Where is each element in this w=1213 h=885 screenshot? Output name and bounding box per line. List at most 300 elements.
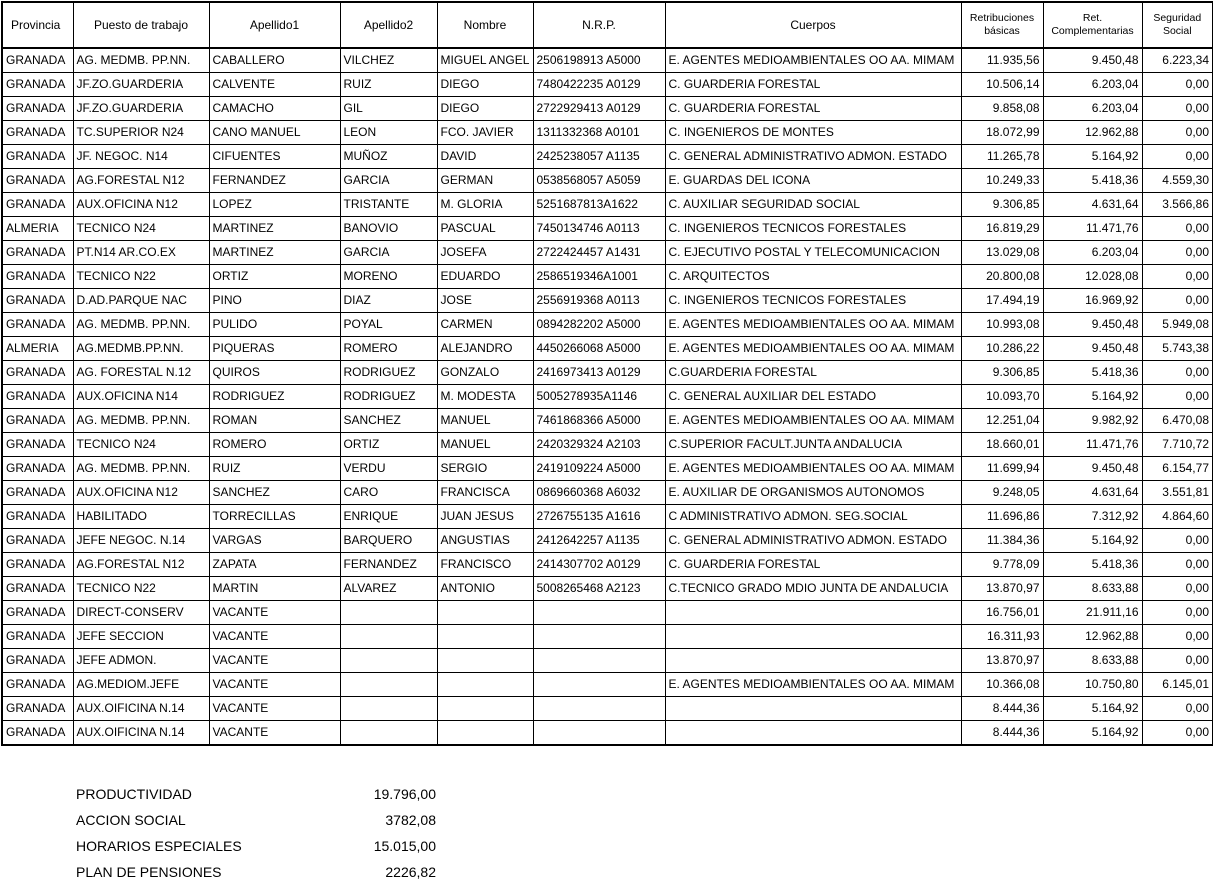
cell-nrp: 5008265468 A2123 <box>533 577 665 601</box>
cell-retribuciones: 16.311,93 <box>961 625 1043 649</box>
cell-puesto: TECNICO N24 <box>73 433 209 457</box>
cell-nombre <box>437 673 533 697</box>
cell-apellido1: VARGAS <box>209 529 340 553</box>
cell-provincia: GRANADA <box>2 529 73 553</box>
cell-nrp <box>533 601 665 625</box>
cell-apellido1: MARTIN <box>209 577 340 601</box>
cell-retribuciones: 13.029,08 <box>961 241 1043 265</box>
header-row <box>2 2 1213 48</box>
summary-label: PLAN DE PENSIONES <box>76 864 222 880</box>
table-row <box>2 601 1213 625</box>
cell-apellido1: VACANTE <box>209 625 340 649</box>
header-nombre: Nombre <box>437 2 533 48</box>
cell-provincia: GRANADA <box>2 169 73 193</box>
cell-retribuciones: 20.800,08 <box>961 265 1043 289</box>
cell-seguridad-social: 6.223,34 <box>1142 48 1213 73</box>
cell-nrp: 2726755135 A1616 <box>533 505 665 529</box>
summary-label: PRODUCTIVIDAD <box>76 786 192 802</box>
cell-apellido2: DIAZ <box>340 289 437 313</box>
cell-retribuciones: 16.819,29 <box>961 217 1043 241</box>
cell-apellido1: LOPEZ <box>209 193 340 217</box>
table-row <box>2 121 1213 145</box>
cell-nrp: 7480422235 A0129 <box>533 73 665 97</box>
cell-nombre <box>437 625 533 649</box>
cell-retribuciones: 13.870,97 <box>961 649 1043 673</box>
cell-apellido2: MORENO <box>340 265 437 289</box>
cell-seguridad-social: 0,00 <box>1142 145 1213 169</box>
cell-cuerpos: E. AGENTES MEDIOAMBIENTALES OO AA. MIMAM <box>665 457 961 481</box>
cell-complementarias: 5.418,36 <box>1043 169 1142 193</box>
cell-complementarias: 9.450,48 <box>1043 313 1142 337</box>
cell-complementarias: 8.633,88 <box>1043 649 1142 673</box>
cell-nrp: 2506198913 A5000 <box>533 48 665 73</box>
cell-complementarias: 6.203,04 <box>1043 73 1142 97</box>
cell-complementarias: 6.203,04 <box>1043 241 1142 265</box>
summary-value: 15.015,00 <box>373 838 436 854</box>
summary-value: 19.796,00 <box>373 786 436 802</box>
cell-retribuciones: 9.778,09 <box>961 553 1043 577</box>
cell-seguridad-social: 0,00 <box>1142 553 1213 577</box>
cell-seguridad-social: 0,00 <box>1142 97 1213 121</box>
table-row <box>2 409 1213 433</box>
cell-nrp <box>533 721 665 746</box>
cell-provincia: GRANADA <box>2 505 73 529</box>
cell-retribuciones: 12.251,04 <box>961 409 1043 433</box>
table-row <box>2 145 1213 169</box>
cell-seguridad-social: 0,00 <box>1142 649 1213 673</box>
cell-cuerpos: C. ARQUITECTOS <box>665 265 961 289</box>
cell-provincia: GRANADA <box>2 433 73 457</box>
cell-complementarias: 9.982,92 <box>1043 409 1142 433</box>
cell-puesto: JEFE NEGOC. N.14 <box>73 529 209 553</box>
cell-apellido2: FERNANDEZ <box>340 553 437 577</box>
table-row <box>2 193 1213 217</box>
cell-nombre: DIEGO <box>437 97 533 121</box>
header-nrp: N.R.P. <box>533 2 665 48</box>
cell-puesto: AUX.OIFICINA N.14 <box>73 721 209 746</box>
cell-seguridad-social: 0,00 <box>1142 385 1213 409</box>
cell-seguridad-social: 3.551,81 <box>1142 481 1213 505</box>
cell-nrp: 0538568057 A5059 <box>533 169 665 193</box>
cell-puesto: AG. MEDMB. PP.NN. <box>73 48 209 73</box>
cell-nrp: 2556919368 A0113 <box>533 289 665 313</box>
cell-nombre: SERGIO <box>437 457 533 481</box>
summary-label: HORARIOS ESPECIALES <box>76 838 242 854</box>
cell-nrp <box>533 649 665 673</box>
cell-cuerpos: E. AGENTES MEDIOAMBIENTALES OO AA. MIMAM <box>665 409 961 433</box>
cell-seguridad-social: 4.864,60 <box>1142 505 1213 529</box>
cell-apellido1: ORTIZ <box>209 265 340 289</box>
cell-puesto: AG.MEDMB.PP.NN. <box>73 337 209 361</box>
cell-apellido2: SANCHEZ <box>340 409 437 433</box>
cell-cuerpos <box>665 625 961 649</box>
cell-seguridad-social: 7.710,72 <box>1142 433 1213 457</box>
cell-nombre: ANGUSTIAS <box>437 529 533 553</box>
cell-apellido2: ORTIZ <box>340 433 437 457</box>
cell-nombre: FRANCISCO <box>437 553 533 577</box>
table-row <box>2 48 1213 73</box>
cell-apellido2: GIL <box>340 97 437 121</box>
summary-label: ACCION SOCIAL <box>76 812 186 828</box>
cell-nombre: DAVID <box>437 145 533 169</box>
cell-nombre: M. MODESTA <box>437 385 533 409</box>
cell-apellido1: CAMACHO <box>209 97 340 121</box>
cell-cuerpos: E. AGENTES MEDIOAMBIENTALES OO AA. MIMAM <box>665 48 961 73</box>
table-row <box>2 505 1213 529</box>
cell-nrp: 2412642257 A1135 <box>533 529 665 553</box>
cell-provincia: GRANADA <box>2 48 73 73</box>
cell-puesto: AUX.OFICINA N14 <box>73 385 209 409</box>
table-row <box>2 625 1213 649</box>
cell-cuerpos: E. AUXILIAR DE ORGANISMOS AUTONOMOS <box>665 481 961 505</box>
table-row <box>2 385 1213 409</box>
cell-seguridad-social: 6.154,77 <box>1142 457 1213 481</box>
cell-apellido2: CARO <box>340 481 437 505</box>
cell-puesto: AUX.OFICINA N12 <box>73 193 209 217</box>
cell-cuerpos: C. GENERAL AUXILIAR DEL ESTADO <box>665 385 961 409</box>
cell-nrp: 0869660368 A6032 <box>533 481 665 505</box>
cell-apellido1: FERNANDEZ <box>209 169 340 193</box>
cell-apellido2 <box>340 721 437 746</box>
cell-puesto: TECNICO N24 <box>73 217 209 241</box>
cell-nrp: 5005278935A1146 <box>533 385 665 409</box>
cell-apellido1: CIFUENTES <box>209 145 340 169</box>
cell-nombre: JOSEFA <box>437 241 533 265</box>
cell-complementarias: 5.164,92 <box>1043 145 1142 169</box>
cell-apellido1: MARTINEZ <box>209 241 340 265</box>
cell-apellido1: PULIDO <box>209 313 340 337</box>
cell-apellido2: POYAL <box>340 313 437 337</box>
cell-cuerpos: C. INGENIEROS DE MONTES <box>665 121 961 145</box>
cell-puesto: AG.FORESTAL N12 <box>73 169 209 193</box>
cell-retribuciones: 11.384,36 <box>961 529 1043 553</box>
header-retribuciones: Retribuciones básicas <box>961 2 1043 48</box>
cell-puesto: HABILITADO <box>73 505 209 529</box>
cell-seguridad-social: 0,00 <box>1142 121 1213 145</box>
table-body <box>2 48 1213 745</box>
cell-puesto: JEFE ADMON. <box>73 649 209 673</box>
cell-complementarias: 10.750,80 <box>1043 673 1142 697</box>
cell-complementarias: 8.633,88 <box>1043 577 1142 601</box>
cell-nrp: 4450266068 A5000 <box>533 337 665 361</box>
cell-provincia: GRANADA <box>2 313 73 337</box>
cell-puesto: AG. MEDMB. PP.NN. <box>73 457 209 481</box>
cell-complementarias: 21.911,16 <box>1043 601 1142 625</box>
cell-complementarias: 11.471,76 <box>1043 217 1142 241</box>
cell-nrp: 2722929413 A0129 <box>533 97 665 121</box>
personnel-table <box>1 1 1213 746</box>
cell-nrp <box>533 625 665 649</box>
cell-retribuciones: 17.494,19 <box>961 289 1043 313</box>
cell-seguridad-social: 0,00 <box>1142 601 1213 625</box>
cell-nombre <box>437 649 533 673</box>
table-row <box>2 265 1213 289</box>
cell-provincia: GRANADA <box>2 385 73 409</box>
cell-provincia: GRANADA <box>2 121 73 145</box>
cell-retribuciones: 11.696,86 <box>961 505 1043 529</box>
cell-apellido1: ROMERO <box>209 433 340 457</box>
summary-row <box>76 781 436 807</box>
cell-cuerpos: E. AGENTES MEDIOAMBIENTALES OO AA. MIMAM <box>665 313 961 337</box>
cell-puesto: JF.ZO.GUARDERIA <box>73 73 209 97</box>
cell-nrp: 2425238057 A1135 <box>533 145 665 169</box>
cell-seguridad-social: 0,00 <box>1142 529 1213 553</box>
cell-cuerpos: C.SUPERIOR FACULT.JUNTA ANDALUCIA <box>665 433 961 457</box>
cell-nombre: JOSE <box>437 289 533 313</box>
cell-apellido2 <box>340 673 437 697</box>
table-row <box>2 457 1213 481</box>
cell-apellido2: LEON <box>340 121 437 145</box>
cell-puesto: AG. MEDMB. PP.NN. <box>73 313 209 337</box>
cell-provincia: GRANADA <box>2 457 73 481</box>
cell-complementarias: 5.164,92 <box>1043 529 1142 553</box>
cell-retribuciones: 18.072,99 <box>961 121 1043 145</box>
cell-apellido2: GARCIA <box>340 169 437 193</box>
cell-apellido1: VACANTE <box>209 721 340 746</box>
header-complementarias: Ret. Complementarias <box>1043 2 1142 48</box>
cell-apellido1: VACANTE <box>209 649 340 673</box>
cell-seguridad-social: 5.743,38 <box>1142 337 1213 361</box>
cell-puesto: PT.N14 AR.CO.EX <box>73 241 209 265</box>
table-row <box>2 553 1213 577</box>
cell-seguridad-social: 4.559,30 <box>1142 169 1213 193</box>
cell-complementarias: 9.450,48 <box>1043 48 1142 73</box>
cell-apellido1: MARTINEZ <box>209 217 340 241</box>
header-seguridad-social: Seguridad Social <box>1142 2 1213 48</box>
cell-cuerpos: C ADMINISTRATIVO ADMON. SEG.SOCIAL <box>665 505 961 529</box>
table-row <box>2 217 1213 241</box>
cell-provincia: GRANADA <box>2 409 73 433</box>
cell-provincia: GRANADA <box>2 673 73 697</box>
cell-cuerpos: C. GUARDERIA FORESTAL <box>665 97 961 121</box>
cell-provincia: GRANADA <box>2 601 73 625</box>
cell-nombre: M. GLORIA <box>437 193 533 217</box>
cell-puesto: AUX.OIFICINA N.14 <box>73 697 209 721</box>
table-row <box>2 481 1213 505</box>
header-provincia: Provincia <box>2 2 73 48</box>
cell-complementarias: 9.450,48 <box>1043 457 1142 481</box>
table-row <box>2 241 1213 265</box>
cell-apellido2: VERDU <box>340 457 437 481</box>
table-row <box>2 529 1213 553</box>
cell-seguridad-social: 0,00 <box>1142 721 1213 746</box>
cell-complementarias: 6.203,04 <box>1043 97 1142 121</box>
cell-cuerpos: C. INGENIEROS TECNICOS FORESTALES <box>665 217 961 241</box>
cell-nombre: JUAN JESUS <box>437 505 533 529</box>
cell-seguridad-social: 3.566,86 <box>1142 193 1213 217</box>
cell-nombre: GONZALO <box>437 361 533 385</box>
cell-apellido1: CABALLERO <box>209 48 340 73</box>
cell-apellido2: ALVAREZ <box>340 577 437 601</box>
cell-retribuciones: 13.870,97 <box>961 577 1043 601</box>
cell-cuerpos: C. INGENIEROS TECNICOS FORESTALES <box>665 289 961 313</box>
header-puesto: Puesto de trabajo <box>73 2 209 48</box>
cell-provincia: GRANADA <box>2 649 73 673</box>
table-row <box>2 289 1213 313</box>
cell-cuerpos: E. GUARDAS DEL ICONA <box>665 169 961 193</box>
table-row <box>2 697 1213 721</box>
cell-nrp: 2416973413 A0129 <box>533 361 665 385</box>
cell-retribuciones: 10.249,33 <box>961 169 1043 193</box>
cell-nombre: CARMEN <box>437 313 533 337</box>
cell-complementarias: 5.418,36 <box>1043 361 1142 385</box>
cell-complementarias: 12.962,88 <box>1043 121 1142 145</box>
cell-provincia: GRANADA <box>2 697 73 721</box>
cell-provincia: GRANADA <box>2 625 73 649</box>
cell-complementarias: 16.969,92 <box>1043 289 1142 313</box>
cell-seguridad-social: 6.470,08 <box>1142 409 1213 433</box>
table-row <box>2 721 1213 746</box>
cell-cuerpos <box>665 721 961 746</box>
table-row <box>2 313 1213 337</box>
cell-apellido1: SANCHEZ <box>209 481 340 505</box>
cell-cuerpos: C. GUARDERIA FORESTAL <box>665 73 961 97</box>
cell-nrp <box>533 673 665 697</box>
cell-complementarias: 4.631,64 <box>1043 193 1142 217</box>
cell-retribuciones: 8.444,36 <box>961 721 1043 746</box>
cell-seguridad-social: 0,00 <box>1142 217 1213 241</box>
cell-apellido2: BANOVIO <box>340 217 437 241</box>
cell-apellido2: RUIZ <box>340 73 437 97</box>
cell-seguridad-social: 0,00 <box>1142 697 1213 721</box>
cell-complementarias: 11.471,76 <box>1043 433 1142 457</box>
cell-apellido2: RODRIGUEZ <box>340 361 437 385</box>
cell-apellido1: PINO <box>209 289 340 313</box>
cell-apellido1: TORRECILLAS <box>209 505 340 529</box>
cell-cuerpos: C. GENERAL ADMINISTRATIVO ADMON. ESTADO <box>665 529 961 553</box>
cell-nrp: 0894282202 A5000 <box>533 313 665 337</box>
cell-seguridad-social: 0,00 <box>1142 361 1213 385</box>
cell-complementarias: 4.631,64 <box>1043 481 1142 505</box>
cell-provincia: GRANADA <box>2 577 73 601</box>
cell-puesto: JEFE SECCION <box>73 625 209 649</box>
cell-apellido1: ROMAN <box>209 409 340 433</box>
cell-apellido1: VACANTE <box>209 601 340 625</box>
cell-retribuciones: 11.265,78 <box>961 145 1043 169</box>
header-cuerpos: Cuerpos <box>665 2 961 48</box>
cell-provincia: ALMERIA <box>2 337 73 361</box>
cell-apellido2: TRISTANTE <box>340 193 437 217</box>
cell-retribuciones: 10.366,08 <box>961 673 1043 697</box>
cell-nrp: 2420329324 A2103 <box>533 433 665 457</box>
cell-cuerpos: C. AUXILIAR SEGURIDAD SOCIAL <box>665 193 961 217</box>
cell-puesto: TECNICO N22 <box>73 265 209 289</box>
cell-apellido2: RODRIGUEZ <box>340 385 437 409</box>
cell-complementarias: 5.164,92 <box>1043 385 1142 409</box>
table-row <box>2 433 1213 457</box>
cell-apellido1: PIQUERAS <box>209 337 340 361</box>
summary-block <box>76 781 436 885</box>
cell-nombre <box>437 601 533 625</box>
cell-seguridad-social: 6.145,01 <box>1142 673 1213 697</box>
cell-apellido2: ROMERO <box>340 337 437 361</box>
cell-seguridad-social: 0,00 <box>1142 265 1213 289</box>
cell-apellido2: GARCIA <box>340 241 437 265</box>
cell-retribuciones: 10.286,22 <box>961 337 1043 361</box>
header-apellido1: Apellido1 <box>209 2 340 48</box>
cell-puesto: JF.ZO.GUARDERIA <box>73 97 209 121</box>
cell-cuerpos: C.TECNICO GRADO MDIO JUNTA DE ANDALUCIA <box>665 577 961 601</box>
cell-nombre: MANUEL <box>437 409 533 433</box>
table-row <box>2 673 1213 697</box>
cell-provincia: GRANADA <box>2 73 73 97</box>
cell-retribuciones: 10.506,14 <box>961 73 1043 97</box>
cell-retribuciones: 9.306,85 <box>961 193 1043 217</box>
cell-nrp: 5251687813A1622 <box>533 193 665 217</box>
cell-retribuciones: 11.699,94 <box>961 457 1043 481</box>
cell-seguridad-social: 5.949,08 <box>1142 313 1213 337</box>
cell-puesto: DIRECT-CONSERV <box>73 601 209 625</box>
cell-complementarias: 9.450,48 <box>1043 337 1142 361</box>
cell-apellido2: BARQUERO <box>340 529 437 553</box>
cell-nrp: 2722424457 A1431 <box>533 241 665 265</box>
cell-apellido1: ZAPATA <box>209 553 340 577</box>
cell-nombre: DIEGO <box>437 73 533 97</box>
table-row <box>2 361 1213 385</box>
cell-provincia: GRANADA <box>2 721 73 746</box>
cell-provincia: GRANADA <box>2 97 73 121</box>
cell-nrp: 2414307702 A0129 <box>533 553 665 577</box>
cell-apellido2: VILCHEZ <box>340 48 437 73</box>
cell-provincia: GRANADA <box>2 361 73 385</box>
cell-retribuciones: 18.660,01 <box>961 433 1043 457</box>
header-apellido2: Apellido2 <box>340 2 437 48</box>
cell-provincia: GRANADA <box>2 289 73 313</box>
cell-apellido2 <box>340 625 437 649</box>
cell-cuerpos: C. EJECUTIVO POSTAL Y TELECOMUNICACION <box>665 241 961 265</box>
cell-cuerpos: E. AGENTES MEDIOAMBIENTALES OO AA. MIMAM <box>665 673 961 697</box>
cell-puesto: AUX.OFICINA N12 <box>73 481 209 505</box>
table-row <box>2 337 1213 361</box>
cell-retribuciones: 11.935,56 <box>961 48 1043 73</box>
cell-puesto: AG. FORESTAL N.12 <box>73 361 209 385</box>
cell-puesto: AG.FORESTAL N12 <box>73 553 209 577</box>
cell-retribuciones: 9.306,85 <box>961 361 1043 385</box>
cell-cuerpos <box>665 649 961 673</box>
cell-provincia: GRANADA <box>2 553 73 577</box>
cell-provincia: GRANADA <box>2 265 73 289</box>
cell-cuerpos: E. AGENTES MEDIOAMBIENTALES OO AA. MIMAM <box>665 337 961 361</box>
cell-apellido1: RUIZ <box>209 457 340 481</box>
cell-provincia: GRANADA <box>2 145 73 169</box>
cell-puesto: JF. NEGOC. N14 <box>73 145 209 169</box>
cell-complementarias: 5.164,92 <box>1043 721 1142 746</box>
cell-retribuciones: 16.756,01 <box>961 601 1043 625</box>
cell-puesto: AG. MEDMB. PP.NN. <box>73 409 209 433</box>
cell-complementarias: 5.418,36 <box>1043 553 1142 577</box>
cell-provincia: ALMERIA <box>2 217 73 241</box>
cell-nrp: 7450134746 A0113 <box>533 217 665 241</box>
cell-nombre <box>437 697 533 721</box>
table-row <box>2 97 1213 121</box>
summary-row <box>76 833 436 859</box>
table-header <box>2 2 1213 48</box>
cell-nombre: MANUEL <box>437 433 533 457</box>
cell-seguridad-social: 0,00 <box>1142 241 1213 265</box>
cell-apellido2 <box>340 697 437 721</box>
cell-complementarias: 12.028,08 <box>1043 265 1142 289</box>
cell-seguridad-social: 0,00 <box>1142 289 1213 313</box>
cell-nrp <box>533 697 665 721</box>
cell-puesto: D.AD.PARQUE NAC <box>73 289 209 313</box>
cell-cuerpos <box>665 697 961 721</box>
cell-complementarias: 5.164,92 <box>1043 697 1142 721</box>
table-row <box>2 169 1213 193</box>
cell-retribuciones: 10.093,70 <box>961 385 1043 409</box>
summary-row <box>76 807 436 833</box>
table-row <box>2 649 1213 673</box>
cell-apellido2: ENRIQUE <box>340 505 437 529</box>
